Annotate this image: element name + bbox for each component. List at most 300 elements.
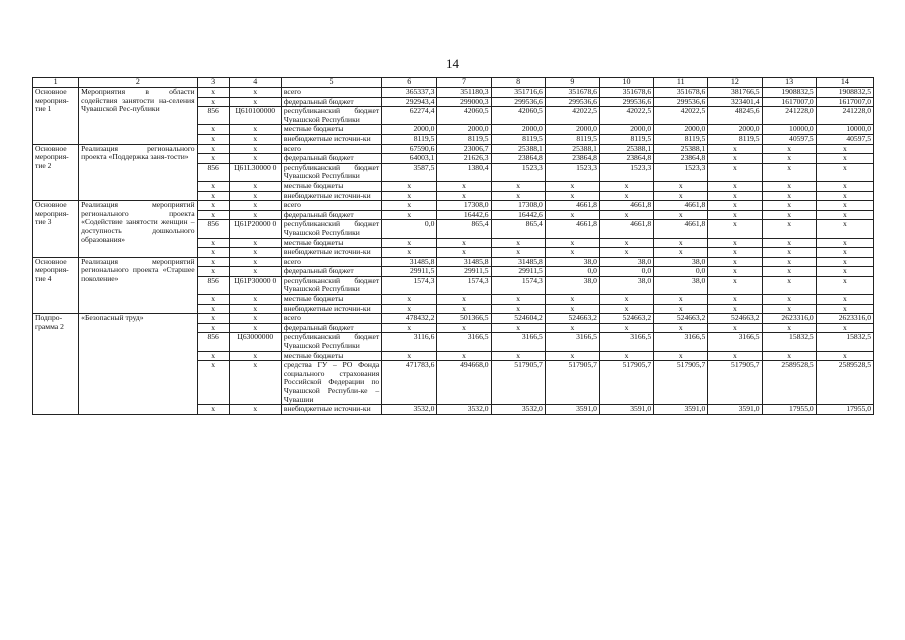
value-cell: 31485,8: [491, 257, 545, 267]
value-cell: 38,0: [654, 276, 708, 294]
value-cell: 31485,8: [382, 257, 437, 267]
value-cell: x: [599, 181, 653, 191]
value-cell: x: [599, 248, 653, 258]
column-number: 7: [437, 78, 491, 88]
value-cell: 8119,5: [545, 134, 599, 144]
measure-description: Реализация мероприятий регионального проекта «Старшее поколение»: [79, 257, 197, 314]
value-cell: x: [545, 351, 599, 361]
value-cell: 3166,5: [545, 333, 599, 351]
value-cell: x: [545, 323, 599, 333]
value-cell: 29911,5: [437, 267, 491, 277]
value-cell: 23864,8: [654, 154, 708, 164]
value-cell: x: [382, 351, 437, 361]
measure-label: Основное мероприя-тие 2: [33, 144, 79, 201]
value-cell: x: [599, 210, 653, 220]
table-row: [33, 144, 874, 154]
value-cell: x: [545, 304, 599, 314]
value-cell: x: [382, 248, 437, 258]
value-cell: 4661,8: [654, 220, 708, 238]
column-number: 14: [816, 78, 873, 88]
value-cell: 2000,0: [599, 125, 653, 135]
value-cell: x: [708, 144, 762, 154]
responsible-code-cell: x: [197, 257, 229, 267]
funding-source-cell: федеральный бюджет: [281, 97, 381, 107]
value-cell: 8119,5: [382, 134, 437, 144]
value-cell: 2589528,5: [816, 361, 873, 405]
value-cell: 62274,4: [382, 107, 437, 125]
value-cell: 3587,5: [382, 163, 437, 181]
budget-code-cell: x: [229, 191, 281, 201]
value-cell: x: [708, 201, 762, 211]
value-cell: 351678,6: [599, 88, 653, 98]
value-cell: x: [816, 276, 873, 294]
responsible-code-cell: 856: [197, 333, 229, 351]
funding-source-cell: федеральный бюджет: [281, 267, 381, 277]
funding-source-cell: внебюджетные источни-ки: [281, 248, 381, 258]
funding-source-cell: всего: [281, 314, 381, 324]
responsible-code-cell: x: [197, 361, 229, 405]
funding-source-cell: республиканский бюджет Чувашской Республики: [281, 276, 381, 294]
value-cell: 865,4: [437, 220, 491, 238]
value-cell: 8119,5: [708, 134, 762, 144]
value-cell: 1523,3: [654, 163, 708, 181]
value-cell: x: [762, 210, 816, 220]
budget-code-cell: Ц63000000: [229, 333, 281, 351]
funding-source-cell: местные бюджеты: [281, 238, 381, 248]
responsible-code-cell: x: [197, 97, 229, 107]
funding-source-cell: федеральный бюджет: [281, 210, 381, 220]
value-cell: x: [708, 191, 762, 201]
value-cell: 524663,2: [599, 314, 653, 324]
value-cell: 299536,6: [545, 97, 599, 107]
value-cell: x: [437, 181, 491, 191]
value-cell: 8119,5: [437, 134, 491, 144]
funding-source-cell: всего: [281, 88, 381, 98]
value-cell: 292943,4: [382, 97, 437, 107]
value-cell: 25388,1: [491, 144, 545, 154]
value-cell: 3166,5: [599, 333, 653, 351]
value-cell: x: [654, 304, 708, 314]
value-cell: x: [762, 267, 816, 277]
measure-label: Основное мероприя-тие 1: [33, 88, 79, 145]
value-cell: x: [545, 248, 599, 258]
value-cell: 299536,6: [654, 97, 708, 107]
value-cell: x: [816, 154, 873, 164]
responsible-code-cell: x: [197, 405, 229, 415]
value-cell: 2623316,0: [762, 314, 816, 324]
funding-source-cell: местные бюджеты: [281, 351, 381, 361]
page-number: 14: [446, 56, 459, 71]
value-cell: x: [382, 191, 437, 201]
value-cell: 3591,0: [599, 405, 653, 415]
value-cell: 2000,0: [708, 125, 762, 135]
value-cell: 351716,6: [491, 88, 545, 98]
value-cell: 25388,1: [654, 144, 708, 154]
value-cell: 17955,0: [816, 405, 873, 415]
value-cell: x: [654, 181, 708, 191]
responsible-code-cell: x: [197, 125, 229, 135]
value-cell: x: [437, 323, 491, 333]
value-cell: 3116,6: [382, 333, 437, 351]
value-cell: 10000,0: [762, 125, 816, 135]
value-cell: x: [708, 238, 762, 248]
measure-label: Основное мероприя-тие 4: [33, 257, 79, 314]
value-cell: x: [382, 304, 437, 314]
funding-source-cell: всего: [281, 257, 381, 267]
value-cell: 40597,5: [762, 134, 816, 144]
value-cell: x: [708, 220, 762, 238]
value-cell: x: [437, 238, 491, 248]
value-cell: x: [816, 267, 873, 277]
value-cell: 524663,2: [654, 314, 708, 324]
value-cell: 299000,3: [437, 97, 491, 107]
value-cell: 15832,5: [762, 333, 816, 351]
budget-code-cell: x: [229, 361, 281, 405]
value-cell: 4661,8: [545, 201, 599, 211]
budget-code-cell: x: [229, 314, 281, 324]
value-cell: 1574,3: [491, 276, 545, 294]
value-cell: 48245,6: [708, 107, 762, 125]
value-cell: 323401,4: [708, 97, 762, 107]
value-cell: 4661,8: [545, 220, 599, 238]
value-cell: 517905,7: [545, 361, 599, 405]
value-cell: x: [816, 163, 873, 181]
value-cell: 29911,5: [382, 267, 437, 277]
value-cell: x: [708, 163, 762, 181]
column-number: 12: [708, 78, 762, 88]
value-cell: x: [816, 201, 873, 211]
value-cell: 1908832,5: [816, 88, 873, 98]
value-cell: x: [816, 323, 873, 333]
value-cell: 0,0: [382, 220, 437, 238]
value-cell: x: [599, 304, 653, 314]
value-cell: 365337,3: [382, 88, 437, 98]
value-cell: 4661,8: [599, 201, 653, 211]
budget-code-cell: x: [229, 125, 281, 135]
funding-source-cell: внебюджетные источни-ки: [281, 405, 381, 415]
funding-source-cell: внебюджетные источни-ки: [281, 191, 381, 201]
value-cell: x: [491, 304, 545, 314]
responsible-code-cell: x: [197, 134, 229, 144]
value-cell: x: [654, 248, 708, 258]
column-number: 10: [599, 78, 653, 88]
value-cell: x: [382, 201, 437, 211]
value-cell: x: [491, 248, 545, 258]
value-cell: 517905,7: [599, 361, 653, 405]
value-cell: x: [491, 238, 545, 248]
budget-code-cell: x: [229, 257, 281, 267]
funding-source-cell: местные бюджеты: [281, 125, 381, 135]
value-cell: x: [816, 351, 873, 361]
responsible-code-cell: x: [197, 144, 229, 154]
budget-code-cell: x: [229, 304, 281, 314]
budget-code-cell: x: [229, 154, 281, 164]
responsible-code-cell: 856: [197, 163, 229, 181]
responsible-code-cell: x: [197, 314, 229, 324]
value-cell: 2000,0: [545, 125, 599, 135]
value-cell: x: [816, 238, 873, 248]
value-cell: x: [382, 238, 437, 248]
budget-code-cell: x: [229, 238, 281, 248]
value-cell: x: [491, 181, 545, 191]
value-cell: x: [382, 210, 437, 220]
column-number: 6: [382, 78, 437, 88]
value-cell: 21626,3: [437, 154, 491, 164]
value-cell: x: [382, 323, 437, 333]
value-cell: x: [762, 181, 816, 191]
value-cell: 2589528,5: [762, 361, 816, 405]
value-cell: x: [437, 191, 491, 201]
responsible-code-cell: x: [197, 323, 229, 333]
value-cell: 3591,0: [654, 405, 708, 415]
responsible-code-cell: x: [197, 238, 229, 248]
value-cell: x: [654, 351, 708, 361]
value-cell: 23864,8: [545, 154, 599, 164]
column-number: 3: [197, 78, 229, 88]
value-cell: 0,0: [599, 267, 653, 277]
value-cell: 4661,8: [599, 220, 653, 238]
value-cell: 64003,1: [382, 154, 437, 164]
column-number: 11: [654, 78, 708, 88]
funding-source-cell: всего: [281, 201, 381, 211]
funding-source-cell: внебюджетные источни-ки: [281, 134, 381, 144]
value-cell: x: [491, 351, 545, 361]
value-cell: 1523,3: [545, 163, 599, 181]
value-cell: 517905,7: [654, 361, 708, 405]
measure-label: Подпро-грамма 2: [33, 314, 79, 415]
value-cell: 8119,5: [491, 134, 545, 144]
column-number-row: [33, 78, 874, 88]
value-cell: 4661,8: [654, 201, 708, 211]
value-cell: x: [545, 238, 599, 248]
value-cell: x: [599, 323, 653, 333]
value-cell: 3532,0: [491, 405, 545, 415]
funding-source-cell: республиканский бюджет Чувашской Республики: [281, 333, 381, 351]
value-cell: 38,0: [599, 257, 653, 267]
responsible-code-cell: x: [197, 88, 229, 98]
value-cell: x: [762, 257, 816, 267]
value-cell: x: [762, 351, 816, 361]
value-cell: x: [491, 323, 545, 333]
budget-code-cell: Ц61P30000 0: [229, 276, 281, 294]
value-cell: 3166,5: [491, 333, 545, 351]
value-cell: x: [816, 257, 873, 267]
value-cell: x: [762, 201, 816, 211]
value-cell: 31485,8: [437, 257, 491, 267]
value-cell: 524663,2: [708, 314, 762, 324]
value-cell: 1523,3: [599, 163, 653, 181]
value-cell: 67590,6: [382, 144, 437, 154]
value-cell: 0,0: [654, 267, 708, 277]
value-cell: x: [708, 154, 762, 164]
value-cell: 29911,5: [491, 267, 545, 277]
value-cell: x: [545, 181, 599, 191]
value-cell: 2623316,0: [816, 314, 873, 324]
column-number: 2: [79, 78, 197, 88]
value-cell: 2000,0: [437, 125, 491, 135]
value-cell: x: [491, 191, 545, 201]
column-number: 1: [33, 78, 79, 88]
value-cell: x: [708, 304, 762, 314]
funding-source-cell: республиканский бюджет Чувашской Республики: [281, 220, 381, 238]
value-cell: x: [816, 144, 873, 154]
funding-source-cell: местные бюджеты: [281, 295, 381, 305]
funding-source-cell: местные бюджеты: [281, 181, 381, 191]
value-cell: x: [762, 276, 816, 294]
value-cell: 3166,5: [654, 333, 708, 351]
budget-code-cell: x: [229, 88, 281, 98]
value-cell: 241228,0: [762, 107, 816, 125]
value-cell: 25388,1: [599, 144, 653, 154]
column-number: 8: [491, 78, 545, 88]
value-cell: x: [762, 163, 816, 181]
value-cell: 381766,5: [708, 88, 762, 98]
value-cell: x: [762, 191, 816, 201]
value-cell: 42022,5: [545, 107, 599, 125]
value-cell: x: [816, 191, 873, 201]
value-cell: x: [545, 210, 599, 220]
value-cell: 494668,0: [437, 361, 491, 405]
value-cell: 1574,3: [437, 276, 491, 294]
value-cell: x: [708, 351, 762, 361]
value-cell: 23864,8: [491, 154, 545, 164]
funding-source-cell: средства ГУ – РО Фонда социального страхования Российской Федерации по Чувашской Республи-ке – Чувашии: [281, 361, 381, 405]
value-cell: x: [762, 295, 816, 305]
value-cell: 299536,6: [491, 97, 545, 107]
value-cell: x: [816, 248, 873, 258]
value-cell: x: [816, 220, 873, 238]
budget-code-cell: x: [229, 134, 281, 144]
value-cell: x: [708, 323, 762, 333]
value-cell: 524663,2: [545, 314, 599, 324]
value-cell: x: [599, 238, 653, 248]
value-cell: x: [599, 351, 653, 361]
funding-source-cell: республиканский бюджет Чувашской Республики: [281, 107, 381, 125]
budget-code-cell: x: [229, 267, 281, 277]
budget-code-cell: Ц61L30000 0: [229, 163, 281, 181]
value-cell: x: [762, 220, 816, 238]
value-cell: 241228,0: [816, 107, 873, 125]
value-cell: 2000,0: [382, 125, 437, 135]
value-cell: x: [654, 238, 708, 248]
value-cell: 471783,6: [382, 361, 437, 405]
value-cell: 478432,2: [382, 314, 437, 324]
value-cell: 351678,6: [545, 88, 599, 98]
measure-description: Мероприятия в области содействия занятости на-селения Чувашской Рес-публики: [79, 88, 197, 145]
value-cell: x: [654, 191, 708, 201]
value-cell: x: [382, 181, 437, 191]
value-cell: 501366,5: [437, 314, 491, 324]
value-cell: x: [382, 295, 437, 305]
value-cell: 3166,5: [437, 333, 491, 351]
value-cell: x: [654, 210, 708, 220]
funding-source-cell: федеральный бюджет: [281, 154, 381, 164]
value-cell: 299536,6: [599, 97, 653, 107]
funding-source-cell: республиканский бюджет Чувашской Республики: [281, 163, 381, 181]
budget-code-cell: x: [229, 201, 281, 211]
funding-source-cell: федеральный бюджет: [281, 323, 381, 333]
value-cell: 38,0: [545, 276, 599, 294]
value-cell: 25388,1: [545, 144, 599, 154]
budget-code-cell: x: [229, 295, 281, 305]
value-cell: x: [708, 267, 762, 277]
budget-code-cell: x: [229, 144, 281, 154]
responsible-code-cell: x: [197, 191, 229, 201]
budget-code-cell: Ц61P20000 0: [229, 220, 281, 238]
value-cell: 1617007,0: [762, 97, 816, 107]
value-cell: x: [437, 295, 491, 305]
value-cell: 42060,5: [491, 107, 545, 125]
value-cell: 42022,5: [599, 107, 653, 125]
value-cell: x: [762, 154, 816, 164]
responsible-code-cell: x: [197, 351, 229, 361]
value-cell: x: [491, 295, 545, 305]
value-cell: x: [437, 248, 491, 258]
value-cell: 351678,6: [654, 88, 708, 98]
budget-code-cell: x: [229, 248, 281, 258]
value-cell: 3532,0: [437, 405, 491, 415]
responsible-code-cell: x: [197, 154, 229, 164]
value-cell: 1908832,5: [762, 88, 816, 98]
value-cell: 23006,7: [437, 144, 491, 154]
table-row: [33, 88, 874, 98]
value-cell: 351180,3: [437, 88, 491, 98]
value-cell: 16442,6: [491, 210, 545, 220]
value-cell: 38,0: [545, 257, 599, 267]
value-cell: x: [708, 257, 762, 267]
responsible-code-cell: 856: [197, 107, 229, 125]
value-cell: 3532,0: [382, 405, 437, 415]
value-cell: x: [654, 295, 708, 305]
value-cell: x: [762, 238, 816, 248]
value-cell: x: [762, 248, 816, 258]
value-cell: 23864,8: [599, 154, 653, 164]
responsible-code-cell: 856: [197, 276, 229, 294]
value-cell: 40597,5: [816, 134, 873, 144]
column-number: 5: [281, 78, 381, 88]
value-cell: x: [816, 181, 873, 191]
measure-description: «Безопасный труд»: [79, 314, 197, 415]
responsible-code-cell: x: [197, 210, 229, 220]
value-cell: x: [708, 210, 762, 220]
table-row: [33, 314, 874, 324]
measure-label: Основное мероприя-тие 3: [33, 201, 79, 258]
value-cell: 865,4: [491, 220, 545, 238]
column-number: 13: [762, 78, 816, 88]
value-cell: 1574,3: [382, 276, 437, 294]
value-cell: x: [762, 323, 816, 333]
value-cell: 2000,0: [654, 125, 708, 135]
value-cell: 517905,7: [491, 361, 545, 405]
value-cell: 17308,0: [437, 201, 491, 211]
responsible-code-cell: 856: [197, 220, 229, 238]
value-cell: 8119,5: [599, 134, 653, 144]
value-cell: 42060,5: [437, 107, 491, 125]
responsible-code-cell: x: [197, 267, 229, 277]
value-cell: x: [762, 144, 816, 154]
budget-table: [32, 77, 874, 415]
value-cell: 0,0: [545, 267, 599, 277]
responsible-code-cell: x: [197, 295, 229, 305]
table-row: [33, 257, 874, 267]
responsible-code-cell: x: [197, 201, 229, 211]
value-cell: x: [545, 191, 599, 201]
value-cell: 38,0: [654, 257, 708, 267]
value-cell: x: [545, 295, 599, 305]
value-cell: 3591,0: [708, 405, 762, 415]
value-cell: x: [654, 323, 708, 333]
measure-description: Реализация мероприятий регионального проекта «Содействие занятости женщин – доступность дошкольного образования»: [79, 201, 197, 258]
